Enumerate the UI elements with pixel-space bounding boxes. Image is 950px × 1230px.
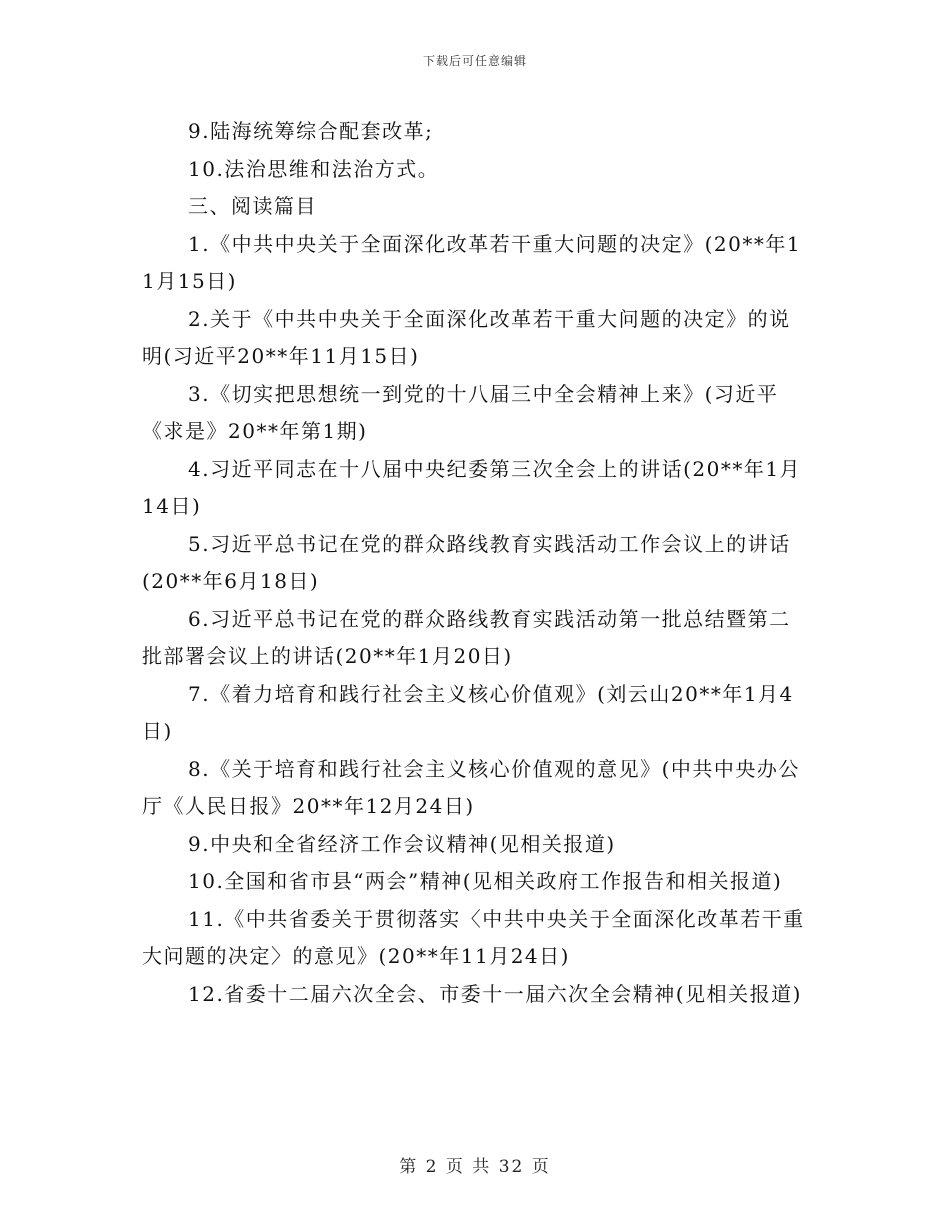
document-body — [142, 113, 807, 1013]
reading-item-5: 5.习近平总书记在党的群众路线教育实践活动工作会议上的讲话(20**年6月18日) — [142, 531, 791, 593]
item-reform-10: 10.法治思维和法治方式。 — [188, 156, 440, 181]
reading-item-3: 3.《切实把思想统一到党的十八届三中全会精神上来》(习近平《求是》20**年第1期) — [142, 381, 779, 443]
item-reform-9: 9.陆海统筹综合配套改革; — [188, 119, 434, 143]
reading-item-10: 10.全国和省市县“两会”精神(见相关政府工作报告和相关报道) — [188, 869, 783, 893]
reading-item-4: 4.习近平同志在十八届中央纪委第三次全会上的讲话(20**年1月14日) — [142, 456, 802, 518]
reading-item-11: 11.《中共省委关于贯彻落实〈中共中央关于全面深化改革若干重大问题的决定〉的意见》(20**年11月24日) — [142, 906, 805, 968]
page-number-footer: 第 2 页 共 32 页 — [399, 1157, 551, 1177]
reading-item-2: 2.关于《中共中央关于全面深化改革若干重大问题的决定》的说明(习近平20**年11月15日) — [142, 306, 791, 368]
header-note: 下载后可任意编辑 — [422, 54, 527, 68]
reading-item-12: 12.省委十二届六次全会、市委十一届六次全会精神(见相关报道) — [188, 981, 802, 1006]
reading-item-1: 1.《中共中央关于全面深化改革若干重大问题的决定》(20**年11月15日) — [142, 231, 802, 293]
reading-item-6: 6.习近平总书记在党的群众路线教育实践活动第一批总结暨第二批部署会议上的讲话(20**年1月20日) — [142, 606, 791, 668]
section-heading-reading: 三、阅读篇目 — [188, 194, 317, 218]
reading-item-9: 9.中央和全省经济工作会议精神(见相关报道) — [188, 831, 616, 856]
reading-item-8: 8.《关于培育和践行社会主义核心价值观的意见》(中共中央办公厅《人民日报》20**年12月24日) — [142, 756, 800, 818]
reading-item-7: 7.《着力培育和践行社会主义核心价值观》(刘云山20**年1月4日) — [142, 681, 794, 743]
